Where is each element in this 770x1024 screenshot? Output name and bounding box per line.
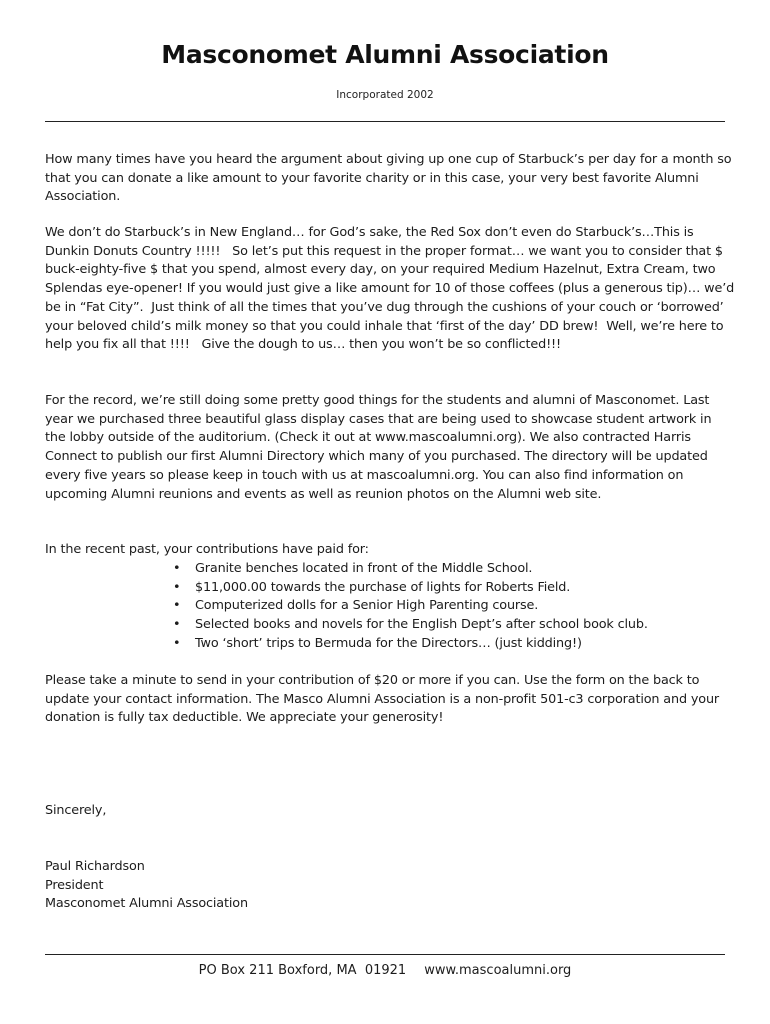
page-title: Masconomet Alumni Association	[161, 40, 609, 69]
footer-website-link[interactable]: www.mascoalumni.org	[424, 963, 572, 978]
paragraph-text: In the recent past, your contributions have paid for:	[45, 542, 369, 557]
closing	[45, 802, 735, 821]
list-item	[173, 635, 648, 654]
bullet-icon: •	[173, 579, 181, 595]
paragraph-starbucks-intro	[45, 151, 735, 207]
footer	[0, 963, 770, 978]
signer-org: Masconomet Alumni Association	[45, 896, 248, 912]
paragraph-dunkin	[45, 224, 739, 355]
paragraph-record	[45, 392, 735, 504]
signer-title: President	[45, 877, 104, 893]
list-item-text: $11,000.00 towards the purchase of lights for Roberts Field.	[195, 579, 571, 595]
signer-name: Paul Richardson	[45, 859, 145, 874]
list-item-text: Computerized dolls for a Senior High Parenting course.	[195, 598, 539, 614]
paragraph-text: How many times have you heard the argument about giving up one cup of Starbuck’s per day for a month so that you can donate a like amount to your favorite charity or in this case, your very best favorite Alumni Association.	[45, 152, 732, 205]
list-item	[173, 597, 648, 616]
header-divider	[45, 121, 725, 122]
contributions-list	[173, 560, 648, 654]
list-item-text: Two ‘short’ trips to Bermuda for the Directors… (just kidding!)	[195, 635, 582, 651]
list-item-text: Selected books and novels for the English Dept’s after school book club.	[195, 617, 648, 633]
list-item	[173, 579, 648, 598]
bullet-icon: •	[173, 635, 181, 651]
paragraph-text: Please take a minute to send in your contribution of $20 or more if you can. Use the form on the back to update your contact information. The Masco Alumni Association is a non-profit 501-c3 corporation and your donation is fully tax deductible. We appreciate your generosity!	[45, 673, 720, 726]
bullet-icon: •	[173, 598, 181, 614]
paragraph-text: For the record, we’re still doing some pretty good things for the students and alumni of Masconomet. Last year we purchased three beautiful glass display cases that are being used to showcase student artwork in the lobby outside of the auditorium. (Check it out at www.mascoalumni.org). We also contracted Harris Connect to publish our first Alumni Directory which many of you purchased. The directory will be updated every five years so please keep in touch with us at mascoalumni.org. You can also find information on upcoming Alumni reunions and events as well as reunion photos on the Alumni web site.	[45, 393, 712, 502]
list-item	[173, 616, 648, 635]
bullet-icon: •	[173, 561, 181, 576]
contributions-intro	[45, 541, 735, 560]
list-item-text: Granite benches located in front of the Middle School.	[195, 561, 533, 576]
paragraph-text: We don’t do Starbuck’s in New England… for God’s sake, the Red Sox don’t even do Starbuck’s…This is Dunkin Donuts Country !!!!! So let’s put this request in the proper format… we want you to consider that $ buck-eighty-five $ that you spend, almost every day, on your required Medium Hazelnut, Extra Cream, two Splendas eye-opener! If you would just give a like amount for 10 of those coffees (plus a generous tip)… we’d be in “Fat City”. Just think of all the times that you’ve dug through the cushions of your couch or ‘borrowed’ your beloved child’s milk money so that you could inhale that ‘first of the day’ DD brew! Well, we’re here to help you fix all that !!!! Give the dough to us… then you won’t be so conflicted!!!	[45, 225, 739, 353]
signature-block	[45, 858, 735, 914]
list-item	[173, 560, 648, 579]
bullet-icon: •	[173, 617, 181, 633]
closing-text: Sincerely,	[45, 803, 107, 818]
footer-divider	[45, 954, 725, 955]
incorporation-subtitle: Incorporated 2002	[336, 89, 434, 101]
footer-address: PO Box 211 Boxford, MA 01921	[198, 963, 407, 978]
paragraph-contribute	[45, 672, 735, 728]
